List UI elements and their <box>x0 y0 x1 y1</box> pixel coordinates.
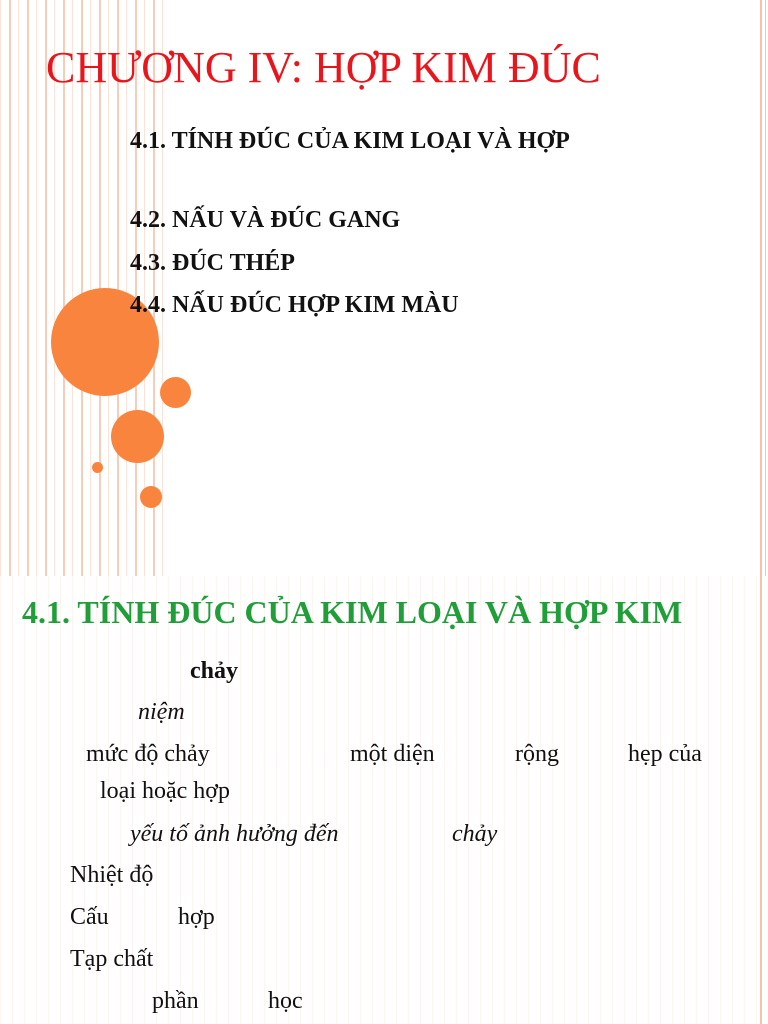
text-nhiet-do: Nhiệt độ <box>70 862 154 888</box>
slide-title: CHƯƠNG IV: HỢP KIM ĐÚC <box>46 43 601 92</box>
section-title: 4.1. TÍNH ĐÚC CỦA KIM LOẠI VÀ HỢP KIM <box>22 594 683 630</box>
text-mot-dien: một diện <box>350 741 435 767</box>
text-hep-cua: hẹp của <box>628 741 702 767</box>
small-orange-circle <box>160 377 191 408</box>
text-niem: niệm <box>138 699 185 725</box>
small-orange-circle-2 <box>140 486 162 508</box>
text-cau: Cấu <box>70 904 109 930</box>
slide-2 <box>0 576 768 1024</box>
toc-item-4-3: 4.3. ĐÚC THÉP <box>130 250 295 276</box>
text-chay: chảy <box>190 658 238 684</box>
text-tap-chat: Tạp chất <box>70 946 154 972</box>
tiny-orange-circle <box>92 462 103 473</box>
toc-item-4-1: 4.1. TÍNH ĐÚC CỦA KIM LOẠI VÀ HỢP <box>130 128 570 154</box>
toc-item-4-4: 4.4. NẤU ĐÚC HỢP KIM MÀU <box>130 292 459 318</box>
text-rong: rộng <box>515 741 559 767</box>
text-hop: hợp <box>178 904 215 930</box>
text-loai-hoac-hop: loại hoặc hợp <box>100 778 230 804</box>
text-phan: phần <box>152 988 199 1014</box>
text-yeu-to: yếu tố ảnh hưởng đến <box>130 821 339 847</box>
text-muc-do-chay: mức độ chảy <box>86 741 210 767</box>
text-hoc: học <box>268 988 303 1014</box>
text-chay-2: chảy <box>452 821 498 847</box>
medium-orange-circle <box>111 410 164 463</box>
right-border-stripe-2 <box>760 576 762 1024</box>
toc-item-4-2: 4.2. NẤU VÀ ĐÚC GANG <box>130 207 401 233</box>
